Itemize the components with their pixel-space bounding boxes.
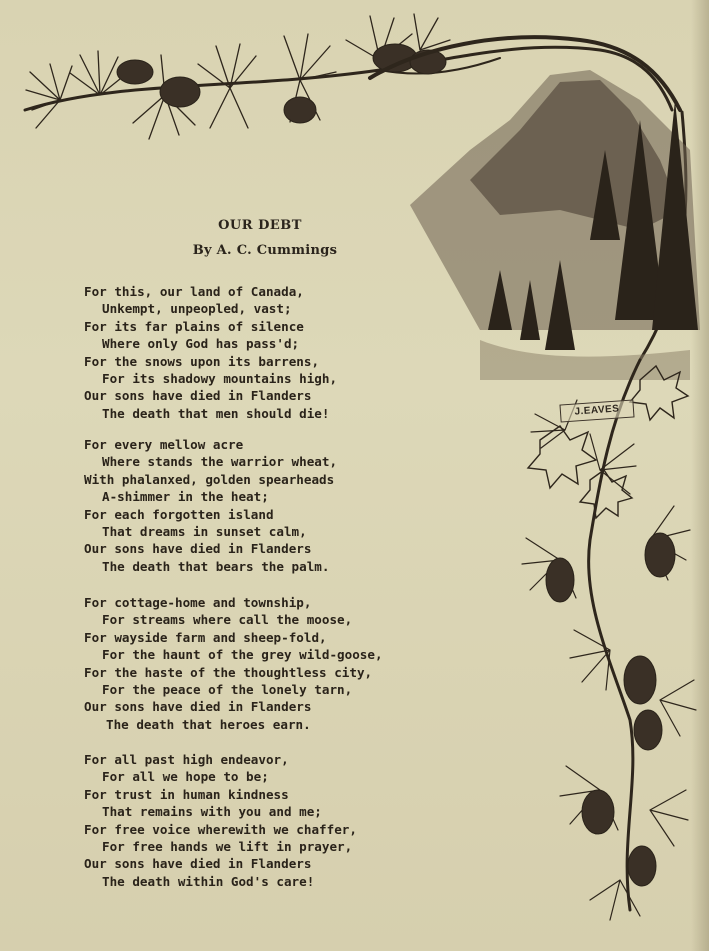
poem-line: The death within God's care!: [102, 873, 315, 889]
poem-line: For wayside farm and sheep-fold,: [84, 629, 327, 645]
right-branch: [522, 360, 696, 920]
poem-line: For this, our land of Canada,: [84, 284, 304, 299]
poem-line: That dreams in sunset calm,: [102, 523, 307, 539]
poem-line: Unkempt, unpeopled, vast;: [102, 301, 292, 317]
top-pine-cones: [117, 44, 446, 123]
stanza-4: [84, 751, 444, 890]
poem-line: A-shimmer in the heat;: [102, 489, 269, 505]
poem-line: For its shadowy mountains high,: [102, 370, 338, 386]
poem-line: Our sons have died in Flanders: [84, 541, 312, 557]
poem-line: For cottage-home and township,: [84, 595, 312, 610]
poem-line: For every mellow acre: [84, 437, 244, 452]
poem-line: Where stands the warrior wheat,: [102, 454, 338, 470]
poem-line: That remains with you and me;: [102, 804, 322, 820]
poem-line: Where only God has pass'd;: [102, 336, 300, 352]
poem-line: For the haunt of the grey wild-goose,: [102, 647, 383, 663]
mountain-scene: [410, 70, 700, 380]
poem-line: Our sons have died in Flanders: [84, 388, 312, 404]
poem-line: For its far plains of silence: [84, 318, 304, 334]
poem-line: With phalanxed, golden spearheads: [84, 471, 335, 487]
right-pine-cones: [546, 533, 675, 886]
poem-byline: By A. C. Cummings: [192, 243, 338, 258]
stanza-2: [84, 436, 444, 575]
poem-line: For each forgotten island: [84, 506, 274, 522]
poem-line: For the snows upon its barrens,: [84, 353, 320, 369]
poem-line: For all past high endeavor,: [84, 752, 289, 767]
poem-line: For streams where call the moose,: [102, 612, 353, 628]
poem-line: Our sons have died in Flanders: [84, 699, 312, 715]
poem-line: The death that heroes earn.: [106, 716, 311, 732]
poem-line: For free voice wherewith we chaffer,: [84, 821, 357, 837]
poem-line: The death that bears the palm.: [102, 558, 330, 574]
poem-line: For the peace of the lonely tarn,: [102, 681, 353, 697]
artist-signature: J.EAVES: [559, 399, 634, 422]
poem-line: For the haste of the thoughtless city,: [84, 664, 373, 680]
poem-line: For trust in human kindness: [84, 786, 289, 802]
poem-line: Our sons have died in Flanders: [84, 856, 312, 872]
poem-line: For free hands we lift in prayer,: [102, 838, 353, 854]
stanza-1: [84, 283, 444, 422]
poem-line: For all we hope to be;: [102, 769, 269, 785]
stanza-3: [84, 594, 444, 733]
top-pine-needles: [26, 14, 450, 139]
poem-line: The death that men should die!: [102, 405, 330, 421]
poem-title: OUR DEBT: [218, 218, 302, 233]
